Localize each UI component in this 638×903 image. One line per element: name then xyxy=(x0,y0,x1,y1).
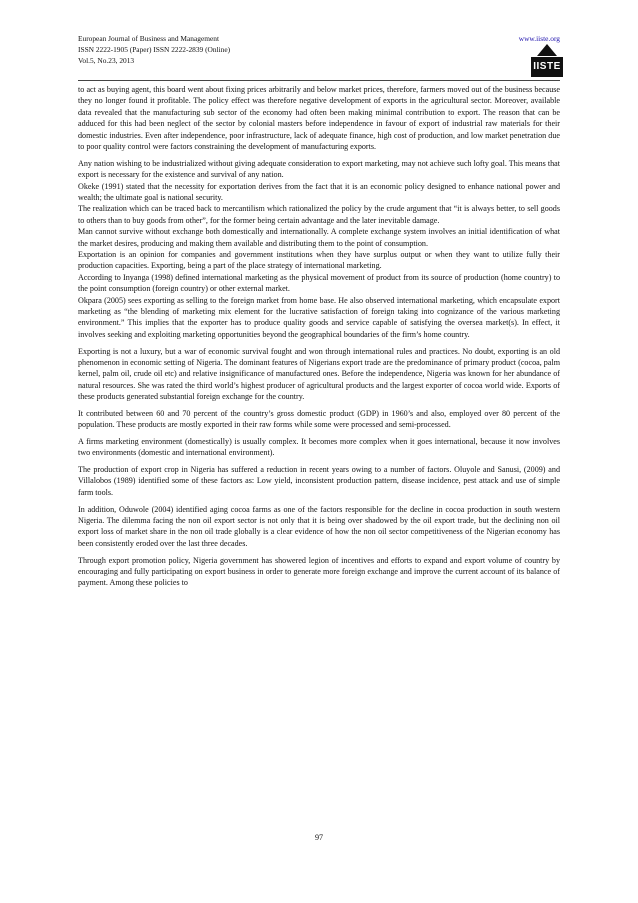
running-header xyxy=(78,33,560,66)
paragraph: The production of export crop in Nigeria has suffered a reduction in recent years owing to a number of factors. Oluyole and Sanusi, (2009) and Villalobos (1989) identified some of these factors as: Low yield, inconsistent production pattern, disease incidence, pest attack and use of simple farm tools. xyxy=(78,465,560,497)
paragraph: A firms marketing environment (domestically) is usually complex. It becomes more complex when it goes international, because it now involves two environments (domestic and international environment). xyxy=(78,436,560,458)
paragraph: In addition, Oduwole (2004) identified aging cocoa farms as one of the factors responsible for the decline in cocoa production in south western Nigeria. The dilemma facing the non oil export sector is not only that it is being over shadowed by the oil export trade, but the declining non oil export loss of market share in the non oil trade globally is a clear evidence of how the non oil sector competitiveness of the Nigerian economy has been consistently eroded over the last three decades. xyxy=(78,504,560,548)
issn-line: ISSN 2222-1905 (Paper) ISSN 2222-2839 (Online) xyxy=(78,45,231,54)
journal-title: European Journal of Business and Management xyxy=(78,34,220,43)
paragraph: Okpara (2005) sees exporting as selling to the foreign market from home base. He also observed international marketing, which encapsulate export marketing as “the blending of marketing mix element for the lucrative satisfaction of foreign taking into cognizance of the various marketing environment.” This implies that the exporter has to produce quality goods and service capable of satisfying the oversea market(s). In effect, it involves seeking and exploiting marketing opportunities beyond the geographical boundaries of the firm’s home country. xyxy=(78,295,560,339)
paragraph: According to Inyanga (1998) defined international marketing as the physical movement of product from its source of production (home country) to the point consumption (foreign country) or other external market. xyxy=(78,272,560,294)
paragraph: Exporting is not a luxury, but a war of economic survival fought and won through international rules and practices. No doubt, exporting is an old phenomenon in economic setting of Nigeria. The dominant features of Nigerians export trade are the predominance of primary product (cocoa, palm kernel, palm oil, crude oil etc) and relative insignificance of manufactured ones. Before the independence, Nigeria was known for her abundance of natural resources. She was rated the third world’s highest producer of agricultural products and the largest exporter of cocoa world wide. Exports of these products generated substantial foreign exchange for the country. xyxy=(78,346,560,402)
paragraph: Any nation wishing to be industrialized without giving adequate consideration to export marketing, may not achieve such lofty goal. This means that export is necessary for the existence and survival of any nation. xyxy=(78,158,560,180)
logo-text: IISTE xyxy=(533,61,561,72)
article-body xyxy=(78,84,560,589)
paragraph: Exportation is an opinion for companies and government institutions when they have surplus output or when they want to utilize fully their production capacities. Exporting, being a part of the place strategy of international marketing. xyxy=(78,249,560,271)
header-divider xyxy=(78,80,560,81)
volume-line: Vol.5, No.23, 2013 xyxy=(78,56,135,65)
paragraph: to act as buying agent, this board went about fixing prices arbitrarily and below market prices, therefore, farmers moved out of the business because they no longer found it profitable. The policy effect was therefore negative development of exports in the agricultural sector. Moreover, available data revealed that the manufacturing sub sector of the economy had often been making minimal contribution to export. The reason that can be adduced for this had been neglect of the sector by colonial masters before independence in favour of export of industrial raw materials for their domestic industries. Even after independence, poor infrastructure, lack of adequate finance, high cost of production, and low market penetration due to poor quality control were factors constraining the development of manufacturing exports. xyxy=(78,85,560,152)
iiste-logo xyxy=(531,43,563,77)
paragraph: The realization which can be traced back to mercantilism which rationalized the policy by the crude argument that “it is always better, to sell goods to others than to buy goods from other”, for the former being certain advantage and the later inevitable damage. xyxy=(78,204,560,225)
logo-triangle-icon xyxy=(537,44,557,56)
journal-url-link[interactable]: www.iiste.org xyxy=(518,34,560,43)
page-number: 97 xyxy=(314,833,324,842)
paragraph: Man cannot survive without exchange both domestically and internationally. A complete exchange system involves an initial identification of what the market desires, producing and making them available and distributing them to the point of consumption. xyxy=(78,227,560,248)
paragraph: It contributed between 60 and 70 percent of the country’s gross domestic product (GDP) in 1960’s and also, employed over 80 percent of the population. These products are mostly exported in their raw forms while some were processed and semi-processed. xyxy=(78,408,560,430)
paragraph: Through export promotion policy, Nigeria government has showered legion of incentives and efforts to expand and export volume of country by encouraging and fully participating on export business in order to generate more foreign exchange and improve the current account of its balance of payment. Among these policies to xyxy=(78,555,560,588)
paragraph: Okeke (1991) stated that the necessity for exportation derives from the fact that it is an economic policy designed to enhance national power and wealth; the ultimate goal is national security. xyxy=(78,181,560,202)
